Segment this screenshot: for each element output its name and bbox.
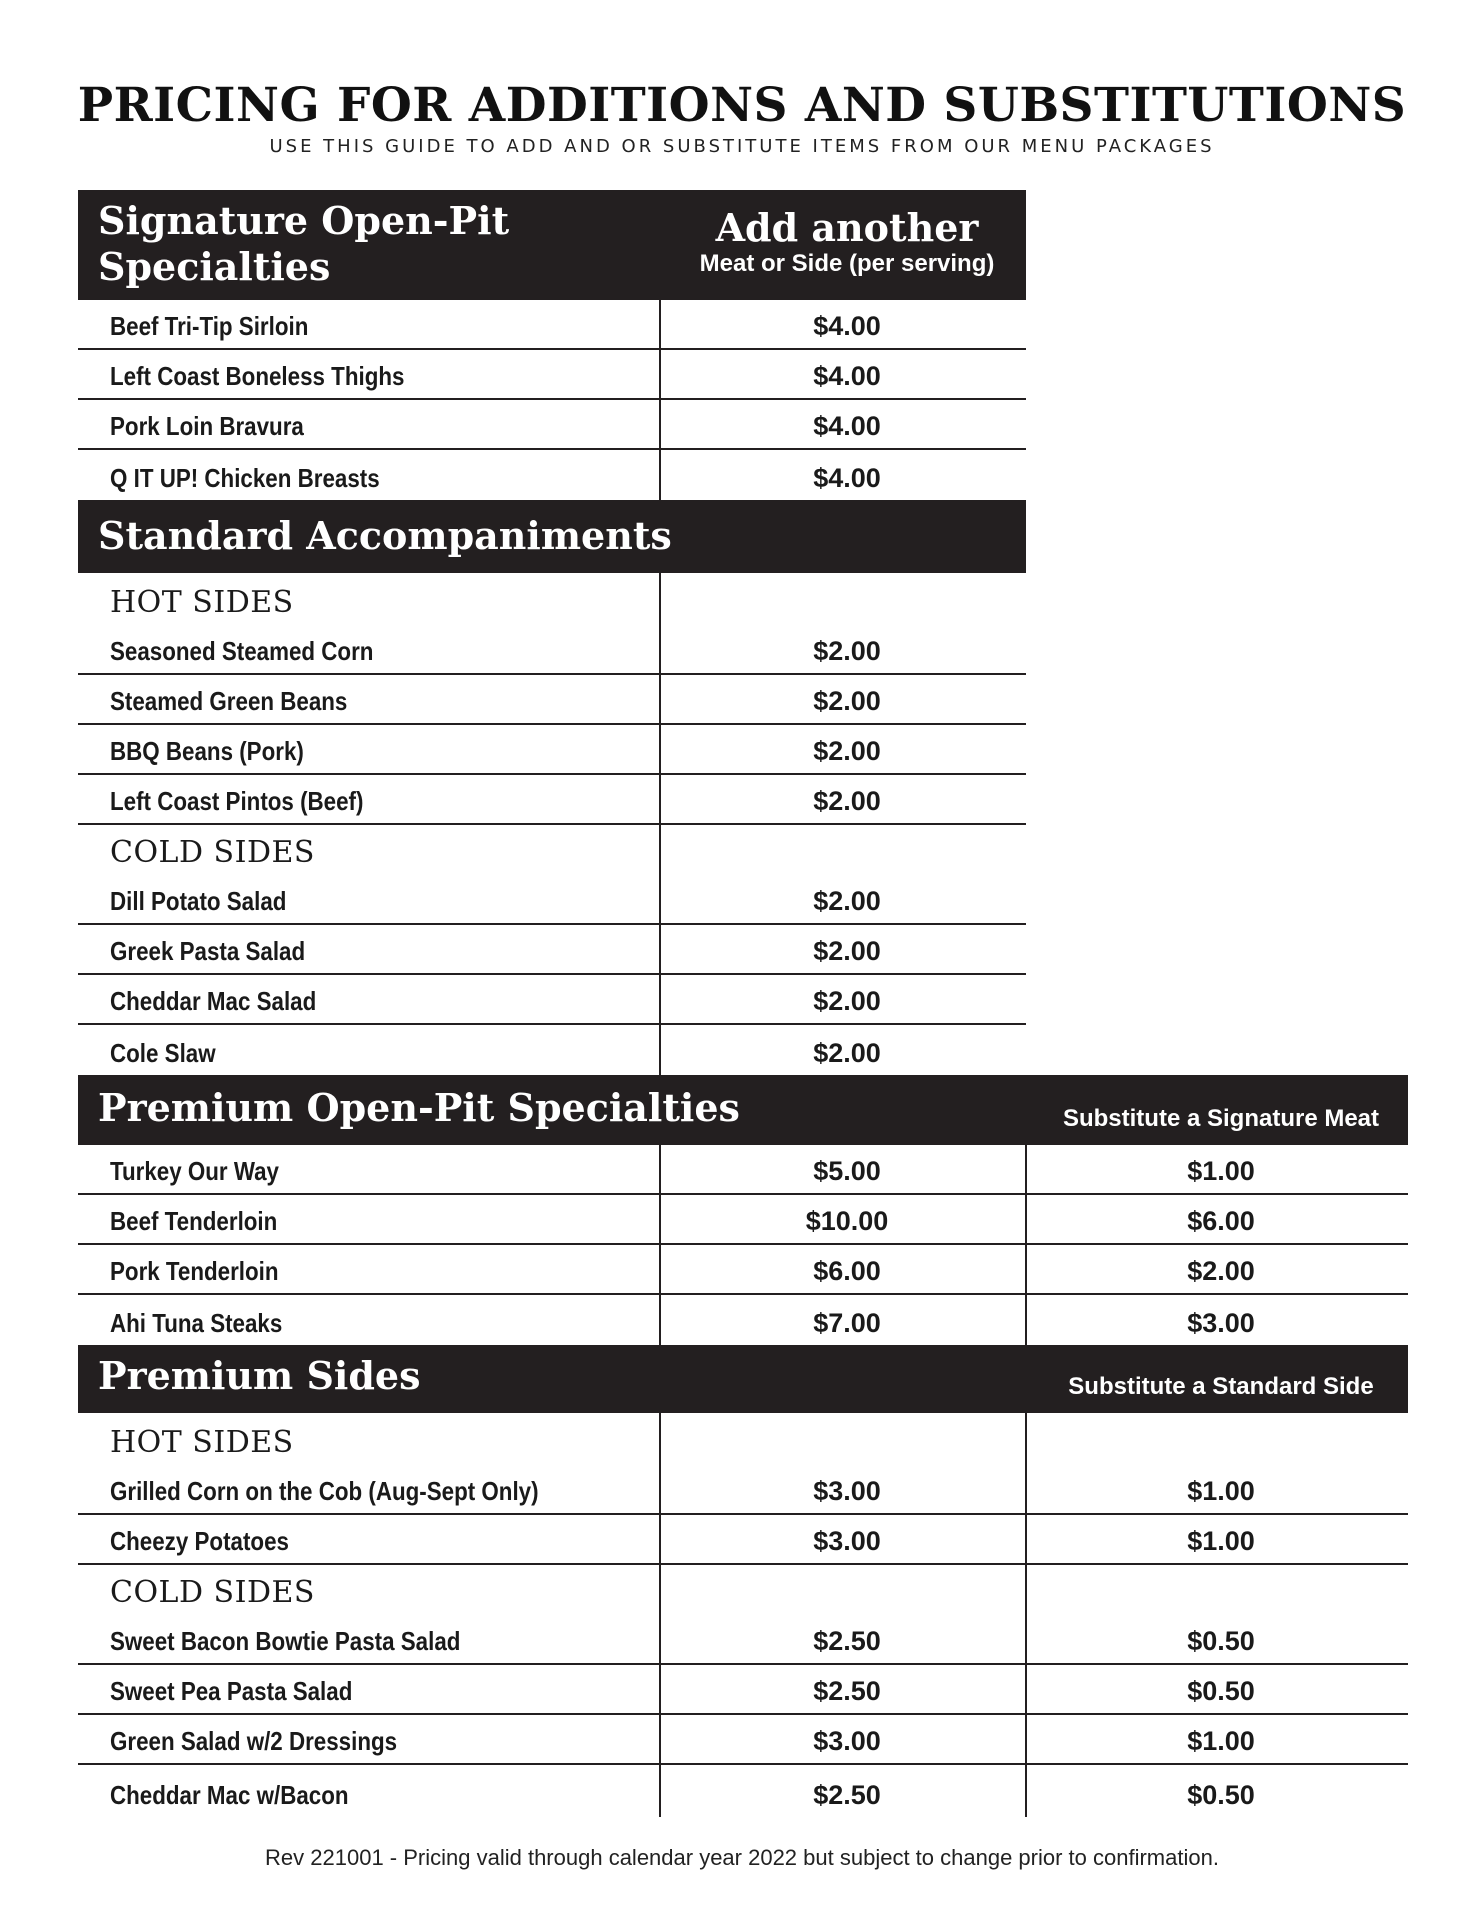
substitute-price: $1.00 bbox=[1187, 1526, 1255, 1556]
item-name: Cole Slaw bbox=[110, 1038, 216, 1068]
table-row bbox=[78, 1145, 1408, 1195]
add-price: $2.00 bbox=[813, 1038, 881, 1068]
substitute-price: $1.00 bbox=[1187, 1726, 1255, 1756]
premium-sides-title: Premium Sides bbox=[98, 1353, 421, 1398]
table-row bbox=[78, 1665, 1408, 1715]
table-row bbox=[78, 400, 1026, 450]
add-price: $4.00 bbox=[813, 361, 881, 391]
add-price: $10.00 bbox=[805, 1206, 889, 1236]
add-price: $2.00 bbox=[813, 936, 881, 966]
item-name: Cheddar Mac Salad bbox=[110, 986, 317, 1016]
item-name: Dill Potato Salad bbox=[110, 886, 287, 916]
substitute-price: $6.00 bbox=[1187, 1206, 1255, 1236]
table-row bbox=[78, 725, 1026, 775]
item-name: Turkey Our Way bbox=[110, 1156, 279, 1186]
item-name: Grilled Corn on the Cob (Aug-Sept Only) bbox=[110, 1476, 539, 1506]
item-name: Green Salad w/2 Dressings bbox=[110, 1726, 398, 1756]
subheading-row bbox=[78, 573, 1026, 625]
table-row bbox=[78, 1245, 1408, 1295]
column-divider bbox=[1025, 1145, 1027, 1345]
item-name: Pork Tenderloin bbox=[110, 1256, 279, 1286]
table-row bbox=[78, 925, 1026, 975]
table-row bbox=[78, 625, 1026, 675]
hot-sides-label: HOT SIDES bbox=[110, 1425, 294, 1460]
add-price: $5.00 bbox=[813, 1156, 881, 1186]
add-price: $2.00 bbox=[813, 886, 881, 916]
table-row bbox=[78, 350, 1026, 400]
table-row bbox=[78, 1765, 1408, 1817]
add-price: $2.00 bbox=[813, 786, 881, 816]
substitute-price: $1.00 bbox=[1187, 1476, 1255, 1506]
item-name: Q IT UP! Chicken Breasts bbox=[110, 463, 380, 493]
item-name: Beef Tri-Tip Sirloin bbox=[110, 311, 309, 341]
signature-title-line2: Specialties bbox=[98, 244, 331, 289]
premium-meats-note: Substitute a Signature Meat bbox=[1062, 1105, 1380, 1132]
cold-sides-label: COLD SIDES bbox=[110, 835, 315, 870]
item-name: Beef Tenderloin bbox=[110, 1206, 278, 1236]
item-name: Left Coast Boneless Thighs bbox=[110, 361, 405, 391]
item-name: Steamed Green Beans bbox=[110, 686, 348, 716]
add-price: $2.50 bbox=[813, 1626, 881, 1656]
table-row bbox=[78, 675, 1026, 725]
column-divider bbox=[659, 573, 661, 1075]
table-row bbox=[78, 875, 1026, 925]
add-price: $3.00 bbox=[813, 1726, 881, 1756]
add-price: $3.00 bbox=[813, 1476, 881, 1506]
item-name: Seasoned Steamed Corn bbox=[110, 636, 374, 666]
table-row bbox=[78, 300, 1026, 350]
table-row bbox=[78, 1025, 1026, 1075]
table-row bbox=[78, 1295, 1408, 1345]
premium-sides-header bbox=[78, 1345, 1408, 1413]
add-price: $7.00 bbox=[813, 1308, 881, 1338]
signature-title-line1: Signature Open-Pit bbox=[98, 198, 510, 243]
add-price: $4.00 bbox=[813, 311, 881, 341]
item-name: Left Coast Pintos (Beef) bbox=[110, 786, 364, 816]
add-price: $2.00 bbox=[813, 686, 881, 716]
subheading-row bbox=[78, 1413, 1408, 1465]
column-divider bbox=[659, 300, 661, 500]
add-price: $3.00 bbox=[813, 1526, 881, 1556]
premium-meats-header bbox=[78, 1075, 1408, 1145]
add-price: $2.00 bbox=[813, 636, 881, 666]
subheading-row bbox=[78, 825, 1026, 875]
substitute-price: $2.00 bbox=[1187, 1256, 1255, 1286]
substitute-price: $3.00 bbox=[1187, 1308, 1255, 1338]
premium-meats-title: Premium Open-Pit Specialties bbox=[98, 1085, 740, 1130]
item-name: Pork Loin Bravura bbox=[110, 411, 304, 441]
substitute-price: $0.50 bbox=[1187, 1676, 1255, 1706]
item-name: Cheezy Potatoes bbox=[110, 1526, 289, 1556]
cold-sides-label: COLD SIDES bbox=[110, 1575, 315, 1610]
hot-sides-label: HOT SIDES bbox=[110, 585, 294, 620]
add-price: $2.00 bbox=[813, 986, 881, 1016]
column-divider bbox=[659, 1413, 661, 1817]
item-name: Sweet Pea Pasta Salad bbox=[110, 1676, 353, 1706]
standard-header bbox=[78, 500, 1026, 573]
add-another-title: Add another bbox=[715, 205, 979, 250]
add-another-subtitle: Meat or Side (per serving) bbox=[699, 250, 995, 277]
table-row bbox=[78, 1195, 1408, 1245]
add-price: $4.00 bbox=[813, 463, 881, 493]
table-row bbox=[78, 775, 1026, 825]
subheading-row bbox=[78, 1565, 1408, 1615]
standard-title: Standard Accompaniments bbox=[98, 513, 672, 558]
page-title: PRICING FOR ADDITIONS AND SUBSTITUTIONS bbox=[77, 78, 1407, 133]
column-divider bbox=[1025, 1413, 1027, 1817]
item-name: Ahi Tuna Steaks bbox=[110, 1308, 283, 1338]
table-row bbox=[78, 450, 1026, 500]
footer-note: Rev 221001 - Pricing valid through calendar year 2022 but subject to change prior to confirmation. bbox=[265, 1845, 1219, 1870]
substitute-price: $1.00 bbox=[1187, 1156, 1255, 1186]
table-row bbox=[78, 1465, 1408, 1515]
substitute-price: $0.50 bbox=[1187, 1626, 1255, 1656]
add-price: $2.50 bbox=[813, 1676, 881, 1706]
item-name: Sweet Bacon Bowtie Pasta Salad bbox=[110, 1626, 461, 1656]
table-row bbox=[78, 1615, 1408, 1665]
add-price: $6.00 bbox=[813, 1256, 881, 1286]
table-row bbox=[78, 975, 1026, 1025]
add-price: $2.00 bbox=[813, 736, 881, 766]
table-row bbox=[78, 1515, 1408, 1565]
page-subtitle: USE THIS GUIDE TO ADD AND OR SUBSTITUTE ITEMS FROM OUR MENU PACKAGES bbox=[269, 136, 1215, 157]
add-another-heading bbox=[660, 206, 1034, 278]
add-price: $2.50 bbox=[813, 1780, 881, 1810]
item-name: Cheddar Mac w/Bacon bbox=[110, 1780, 349, 1810]
signature-header bbox=[78, 190, 1026, 300]
item-name: BBQ Beans (Pork) bbox=[110, 736, 304, 766]
add-price: $4.00 bbox=[813, 411, 881, 441]
premium-sides-note: Substitute a Standard Side bbox=[1068, 1373, 1374, 1400]
substitute-price: $0.50 bbox=[1187, 1780, 1255, 1810]
item-name: Greek Pasta Salad bbox=[110, 936, 306, 966]
column-divider bbox=[659, 1145, 661, 1345]
table-row bbox=[78, 1715, 1408, 1765]
